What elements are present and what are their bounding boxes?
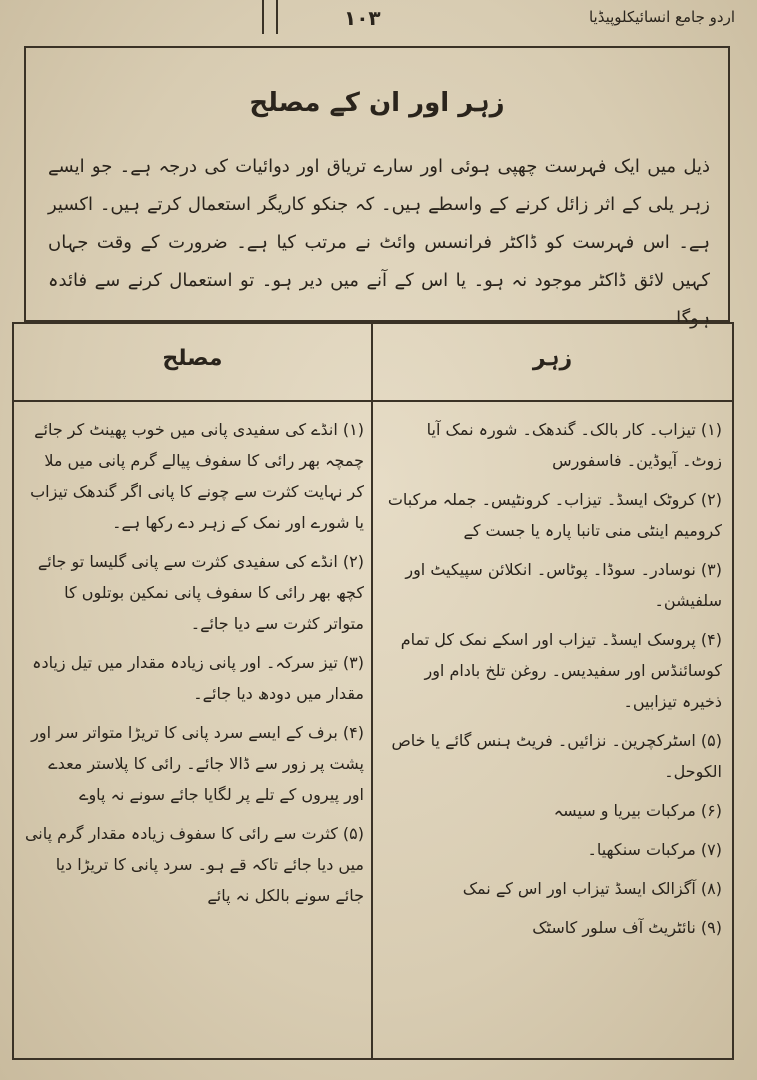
intro-box [24,46,730,329]
poison-item: (۸) آگزالک ایسڈ تیزاب اور اس کے نمک [462,879,722,898]
poison-item: (۱) تیزاب۔ کار بالک۔ گندھک۔ شورہ نمک آیا زوٹ۔ آیوڈین۔ فاسفورس [426,420,722,470]
intro-paragraph: ذیل میں ایک فہرست چھپی ہوئی اور سارے تریاق اور دوائیات کی درجہ ہے۔ جو ایسے زہر یلی کے اثر زائل کرنے کے واسطے ہیں۔ کہ جنکو کاریگر استعمال کرتے ہیں۔ اکسیر ہے۔ اس فہرست کو ڈاکٹر فرانسس وائٹ نے مرتب کیا ہے۔ ضرورت کے وقت جہاں کہیں لائق ڈاکٹر موجود نہ ہو۔ یا اس کے آنے میں دیر ہو۔ تو استعمال کرنے سے فائدہ ہوگا۔ [48,156,710,329]
poison-item: (۳) نوسادر۔ سوڈا۔ پوٹاس۔ انکلائن سپیکیٹ اور سلفیشن۔ [405,560,722,610]
poison-item: (۹) نائٹریٹ آف سلور کاسٹک [532,918,722,937]
poison-item: (۷) مرکبات سنکھیا۔ [587,840,722,859]
column-divider [371,324,373,1058]
antidote-item: (۳) تیز سرکہ۔ اور پانی زیادہ مقدار میں تیل زیادہ مقدار میں دودھ دیا جائے۔ [32,653,364,703]
page-header [0,0,757,40]
antidote-item: (۲) انڈے کی سفیدی کثرت سے پانی گلیسا تو جائے کچھ بھر رائی کا سفوف پانی نمکین بوتلوں کا متواتر کثرت سے دیا جائے۔ [37,552,364,633]
poison-antidote-table [12,322,734,1060]
section-title: زہر اور ان کے مصلح [249,88,505,118]
antidote-list [24,414,364,919]
column-header-poison: زہر [532,346,573,371]
poison-list [382,414,722,951]
page-number: ۱۰۳ [344,6,381,30]
running-title: اردو جامع انسائیکلوپیڈیا [588,8,735,26]
antidote-item: (۱) انڈے کی سفیدی پانی میں خوب پھینٹ کر جائے چمچہ بھر رائی کا سفوف پیالے گرم پانی میں ملا کر نہایت کثرت سے چونے کا پانی اگر گندھک تیزاب یا شورے اور نمک کے زہر دے رکھا ہے۔ [30,420,364,532]
binding-mark-icon [262,0,278,34]
poison-item: (۶) مرکبات بیریا و سیسہ [553,801,722,820]
poison-item: (۲) کروٹک ایسڈ۔ تیزاب۔ کرونٹیس۔ جملہ مرکبات کرومیم اینٹی منی تانبا پارہ یا جست کے [387,490,722,540]
poison-item: (۴) پروسک ایسڈ۔ تیزاب اور اسکے نمک کل تمام کوسائنڈس اور سفیدیس۔ روغن تلخ بادام اور ذخیرہ تیزابیں۔ [400,630,722,711]
column-header-antidote: مصلح [162,346,223,371]
poison-item: (۵) اسٹرکچرین۔ نزائیں۔ فریٹ ہنس گائے یا خاص الکوحل۔ [391,731,722,781]
antidote-item: (۴) برف کے ایسے سرد پانی کا تریڑا متواتر سر اور پشت پر زور سے ڈالا جائے۔ رائی کا پلاستر معدے اور پیروں کے تلے پر لگایا جائے سونے نہ پاوے [31,723,364,804]
table-header-row [14,324,732,402]
antidote-item: (۵) کثرت سے رائی کا سفوف زیادہ مقدار گرم پانی میں دیا جائے تاکہ قے ہو۔ سرد پانی کا تریڑا دیا جائے سونے بالکل نہ پائے [24,824,364,905]
